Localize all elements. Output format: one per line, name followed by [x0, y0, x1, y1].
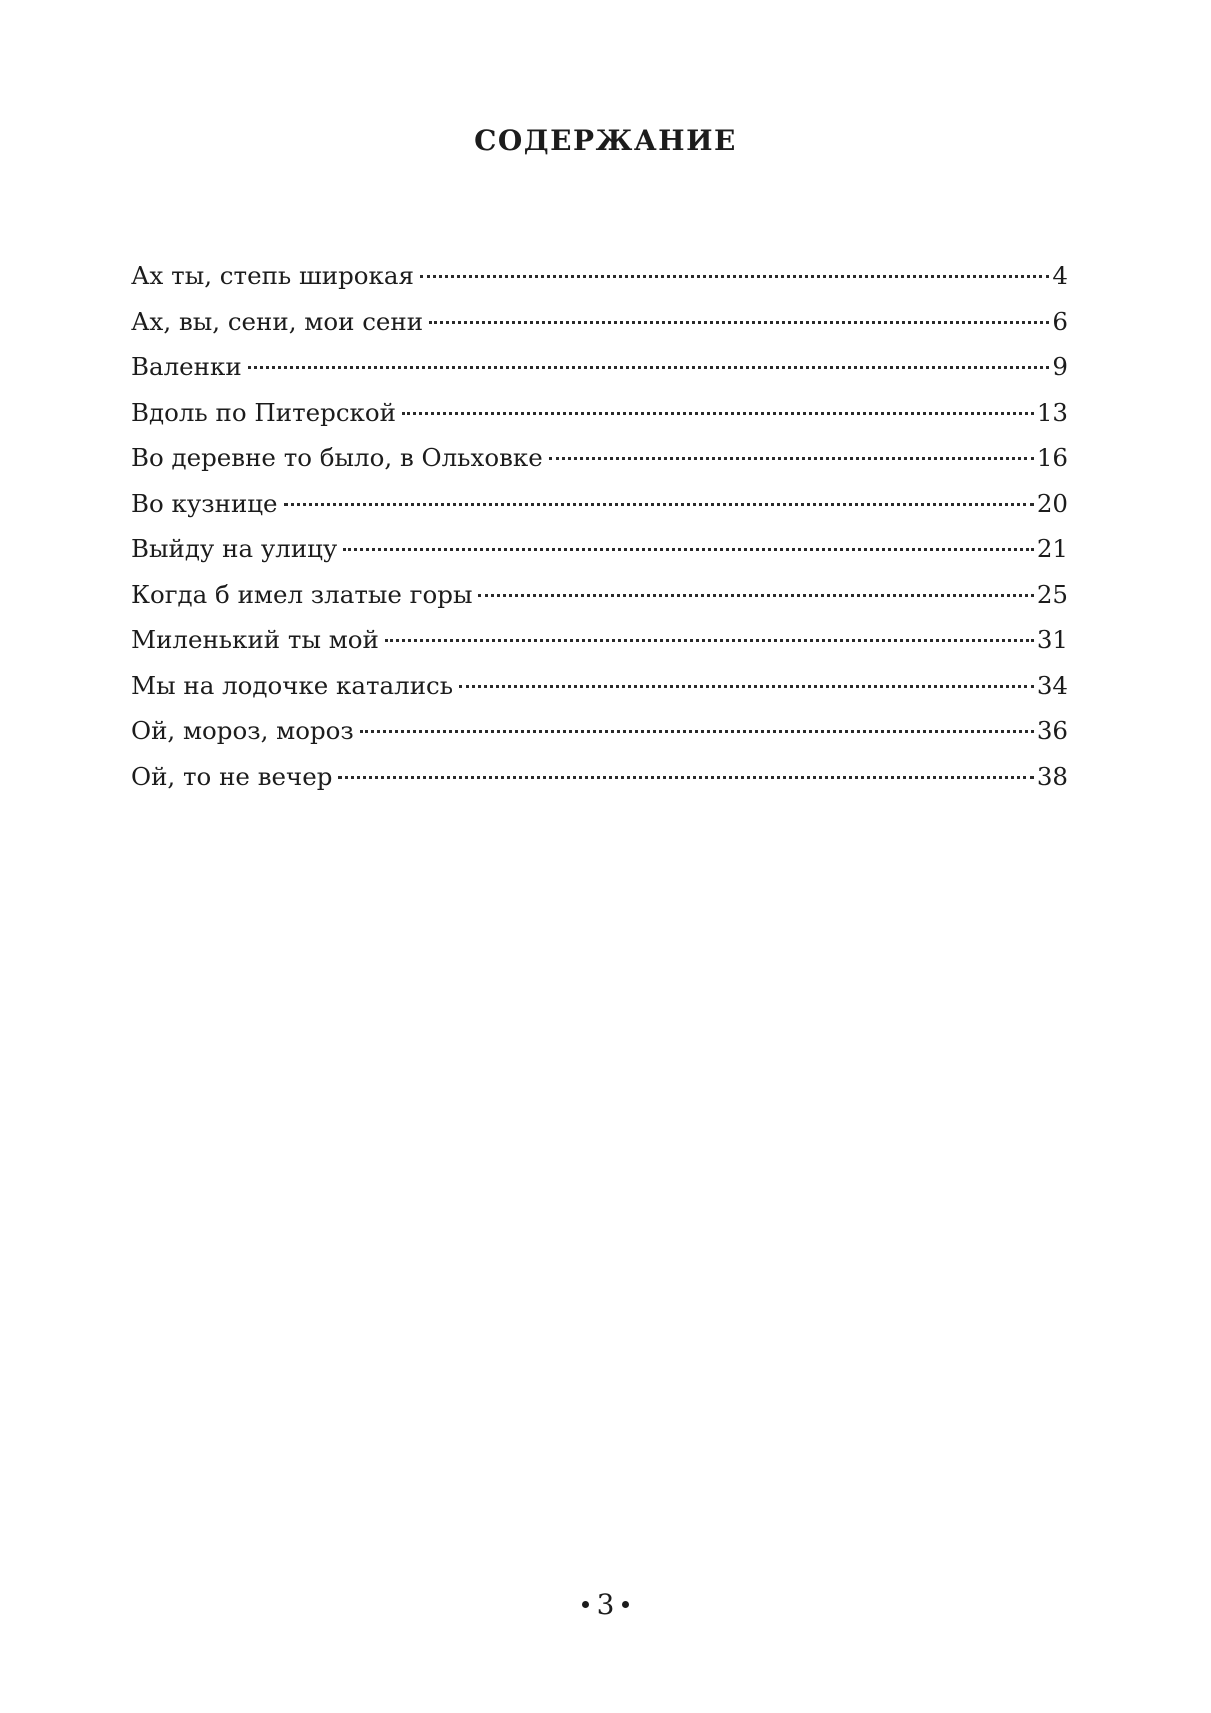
dot-leader — [360, 730, 1034, 733]
dot-leader — [248, 366, 1050, 369]
toc-entry — [131, 481, 1068, 527]
toc-entry-page: 31 — [1036, 625, 1068, 654]
toc-entry-title: Ой, то не вечер — [131, 761, 333, 791]
toc-entry-page: 16 — [1036, 443, 1068, 472]
toc-entry-page: 36 — [1036, 716, 1068, 745]
dot-leader — [338, 776, 1033, 779]
toc-entry-page: 20 — [1036, 488, 1068, 518]
toc-entry-title: Когда б имел златые горы — [131, 579, 473, 609]
dot-leader — [420, 275, 1049, 278]
toc-entry-title: Ах ты, степь широкая — [131, 261, 414, 290]
toc-entry-title: Ой, мороз, мороз — [131, 716, 354, 745]
toc-entry-title: Во кузнице — [131, 488, 278, 518]
toc-entry — [131, 754, 1068, 800]
toc-entry-page: 9 — [1052, 352, 1068, 381]
toc-entry — [131, 390, 1068, 436]
toc-entry-title: Ах, вы, сени, мои сени — [131, 306, 424, 336]
page-number-value: 3 — [596, 1588, 615, 1621]
bullet-icon — [622, 1601, 629, 1608]
bullet-icon — [582, 1601, 589, 1608]
toc-entry-title: Миленький ты мой — [131, 625, 379, 654]
toc-entry — [131, 253, 1068, 299]
toc-entry-title: Мы на лодочке катались — [131, 670, 454, 700]
toc-entry-page: 25 — [1036, 579, 1068, 609]
toc-entry-title: Валенки — [131, 352, 242, 381]
toc-entry — [131, 708, 1068, 754]
toc-entry — [131, 572, 1068, 618]
toc-entry-title: Выйду на улицу — [131, 534, 338, 563]
dot-leader — [385, 639, 1034, 642]
toc-entry — [131, 344, 1068, 390]
toc-entry-title: Вдоль по Питерской — [131, 397, 396, 427]
toc-entry — [131, 663, 1068, 709]
toc-entry-page: 38 — [1036, 761, 1068, 791]
table-of-contents — [131, 253, 1068, 799]
toc-entry — [131, 435, 1068, 481]
dot-leader — [284, 503, 1034, 506]
toc-entry-page: 4 — [1052, 261, 1068, 290]
toc-entry — [131, 299, 1068, 345]
toc-entry-page: 13 — [1036, 397, 1068, 427]
toc-entry-page: 21 — [1036, 534, 1068, 563]
page-number — [0, 1588, 1211, 1621]
toc-entry — [131, 526, 1068, 572]
dot-leader — [549, 457, 1034, 460]
dot-leader — [459, 685, 1034, 688]
toc-entry-page: 6 — [1052, 306, 1068, 336]
toc-entry — [131, 617, 1068, 663]
dot-leader — [429, 321, 1049, 324]
dot-leader — [402, 412, 1034, 415]
dot-leader — [343, 548, 1033, 551]
page-title: СОДЕРЖАНИЕ — [474, 124, 737, 157]
toc-entry-page: 34 — [1036, 670, 1068, 700]
toc-entry-title: Во деревне то было, в Ольховке — [131, 443, 543, 472]
dot-leader — [478, 594, 1033, 597]
